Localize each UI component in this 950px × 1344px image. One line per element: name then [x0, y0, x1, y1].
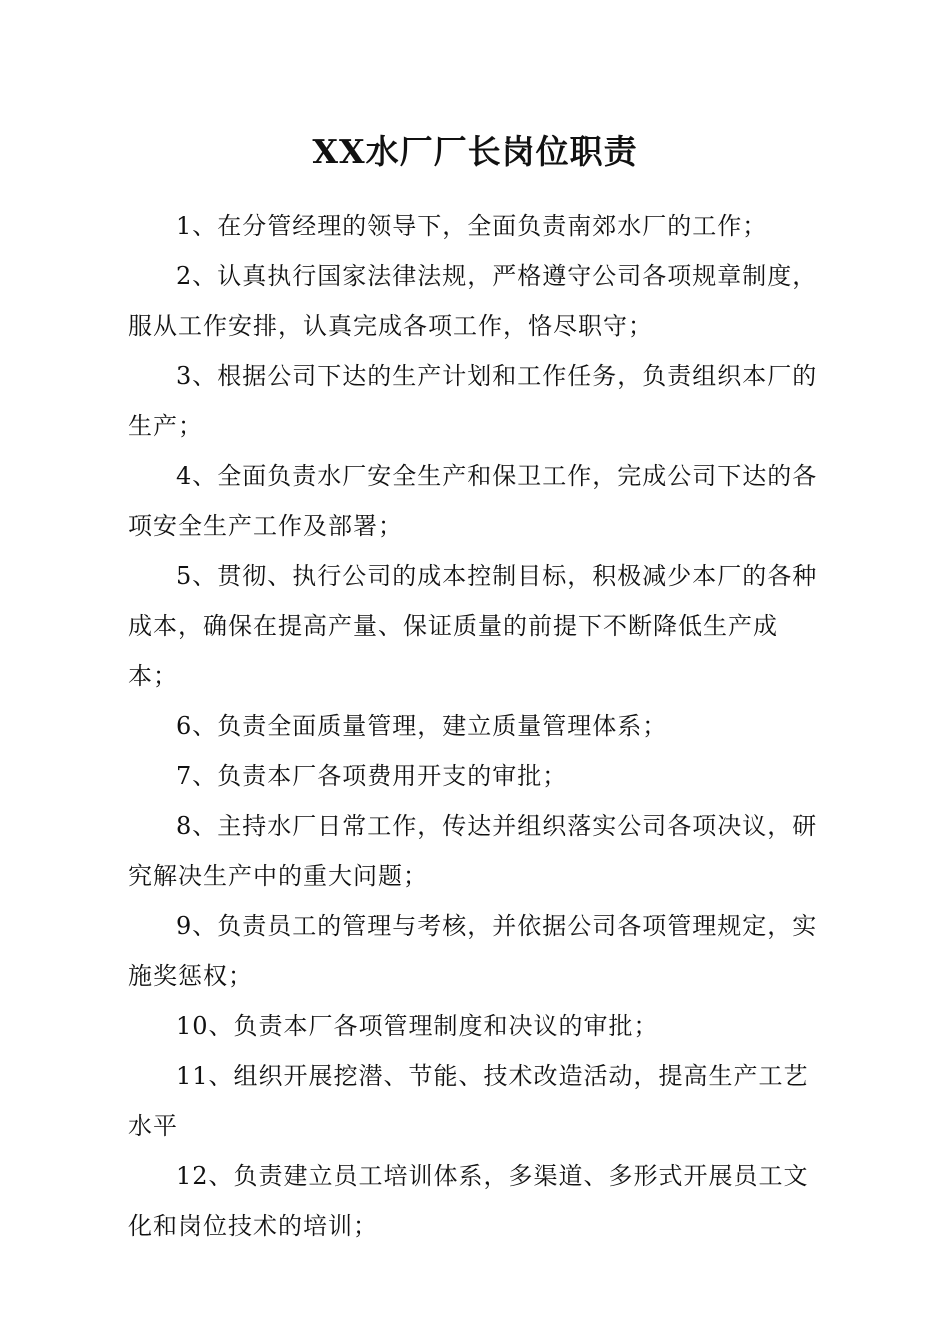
- paragraph-8: 8、主持水厂日常工作，传达并组织落实公司各项决议，研究解决生产中的重大问题；: [128, 812, 818, 890]
- document-title: XX水厂厂长岗位职责: [312, 132, 638, 171]
- document-body: [128, 201, 824, 1251]
- paragraph-1: 1、在分管经理的领导下，全面负责南郊水厂的工作；: [176, 212, 768, 240]
- paragraph-2: 2、认真执行国家法律法规，严格遵守公司各项规章制度，服从工作安排，认真完成各项工作，恪尽职守；: [128, 262, 818, 340]
- paragraph-7: 7、负责本厂各项费用开支的审批；: [176, 762, 568, 790]
- paragraph-11: 11、组织开展挖潜、节能、技术改造活动，提高生产工艺水平: [128, 1062, 809, 1140]
- paragraph-12: 12、负责建立员工培训体系，多渠道、多形式开展员工文化和岗位技术的培训；: [128, 1162, 809, 1240]
- paragraph-6: 6、负责全面质量管理，建立质量管理体系；: [176, 712, 668, 740]
- paragraph-9: 9、负责员工的管理与考核，并依据公司各项管理规定，实施奖惩权；: [128, 912, 818, 990]
- paragraph-5: 5、贯彻、执行公司的成本控制目标，积极减少本厂的各种成本，确保在提高产量、保证质量的前提下不断降低生产成本；: [128, 562, 818, 690]
- paragraph-4: 4、全面负责水厂安全生产和保卫工作，完成公司下达的各项安全生产工作及部署；: [128, 462, 818, 540]
- paragraph-3: 3、根据公司下达的生产计划和工作任务，负责组织本厂的生产；: [128, 362, 818, 440]
- paragraph-10: 10、负责本厂各项管理制度和决议的审批；: [176, 1012, 659, 1040]
